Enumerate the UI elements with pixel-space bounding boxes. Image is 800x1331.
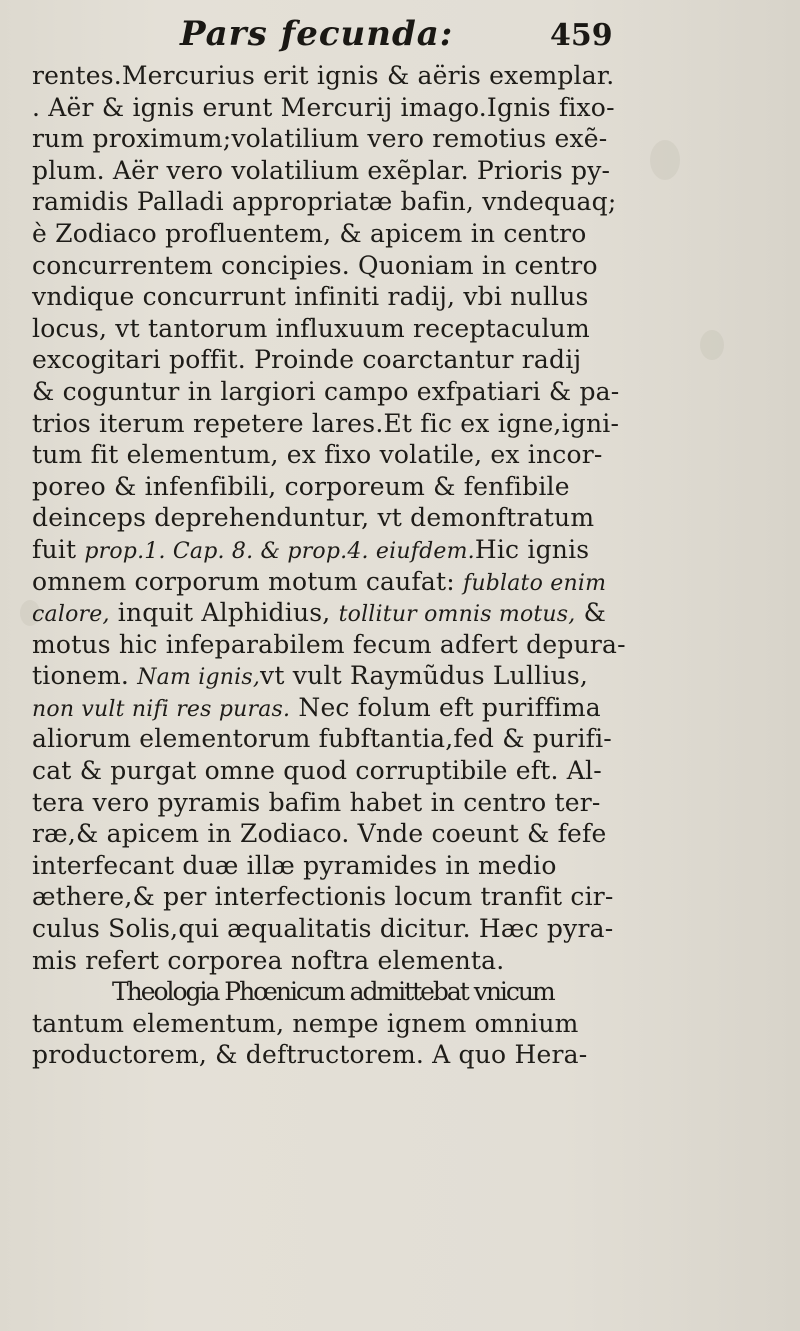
text-line	[32, 534, 652, 566]
text-segment: &	[575, 598, 607, 628]
text-line	[32, 471, 652, 503]
text-line	[32, 92, 652, 124]
text-line	[32, 186, 652, 218]
text-segment: concurrentem concipies. Quoniam in centro	[32, 250, 598, 280]
text-segment: tionem.	[32, 661, 138, 691]
text-line	[32, 850, 652, 882]
text-segment: vndique concurrunt infiniti radij, vbi nullus	[32, 282, 589, 312]
text-segment: tantum elementum, nempe ignem omnium	[32, 1008, 579, 1038]
text-segment: tera vero pyramis bafim habet in centro ter-	[32, 787, 601, 817]
paper-stain	[650, 140, 680, 180]
text-line	[32, 155, 652, 187]
running-header	[0, 14, 800, 66]
text-line	[32, 344, 652, 376]
text-line	[32, 439, 652, 471]
text-line	[32, 1039, 652, 1071]
text-segment: aliorum elementorum fubftantia,fed & purifi-	[32, 724, 612, 754]
italic-text: Nam ignis,	[137, 665, 261, 691]
page-number: 459	[550, 18, 613, 53]
text-segment: Theologia Phœnicum admittebat vnicum	[112, 977, 554, 1007]
italic-text: calore,	[32, 602, 110, 628]
text-segment: culus Solis,qui æqualitatis dicitur. Hæc pyra-	[32, 914, 614, 944]
text-segment: poreo & infenfibili, corporeum & fenfibile	[32, 471, 570, 501]
text-line	[32, 945, 652, 977]
text-line	[32, 376, 652, 408]
text-line	[32, 629, 652, 661]
italic-text: prop.1. Cap. 8. & prop.4. eiufdem.	[84, 538, 475, 564]
text-segment: excogitari poffit. Proinde coarctantur radij	[32, 345, 582, 375]
paper-stain	[700, 330, 724, 360]
text-segment: rentes.Mercurius erit ignis & aëris exemplar.	[32, 61, 615, 90]
text-line	[32, 818, 652, 850]
text-line	[32, 723, 652, 755]
text-line	[32, 755, 652, 787]
text-segment: & coguntur in largiori campo exfpatiari & pa-	[32, 376, 620, 406]
text-segment: tum fit elementum, ex fixo volatile, ex incor-	[32, 440, 603, 470]
text-line	[32, 913, 652, 945]
text-line	[32, 408, 652, 440]
text-line	[32, 976, 652, 1008]
text-line	[32, 502, 652, 534]
text-segment: cat & purgat omne quod corruptibile eft. Al-	[32, 756, 602, 786]
text-line	[32, 281, 652, 313]
text-line	[32, 692, 652, 724]
text-segment: fuit	[32, 534, 85, 564]
text-segment: motus hic infeparabilem fecum adfert depura-	[32, 629, 626, 659]
body-text	[32, 60, 652, 1071]
text-line	[32, 660, 652, 692]
text-line	[32, 597, 652, 629]
text-line	[32, 787, 652, 819]
text-segment: omnem corporum motum caufat:	[32, 566, 464, 596]
text-segment: Nec folum eft puriffima	[290, 692, 601, 722]
text-segment: vt vult Raymũdus Lullius,	[260, 661, 589, 691]
text-segment: ramidis Palladi appropriatæ bafin, vndequaq;	[32, 187, 617, 217]
text-segment: Hic ignis	[474, 534, 590, 564]
text-segment: locus, vt tantorum influxuum receptaculum	[32, 313, 590, 343]
text-segment: plum. Aër vero volatilium exẽplar. Prioris py-	[32, 155, 611, 185]
text-line	[32, 881, 652, 913]
text-segment: deinceps deprehenduntur, vt demonftratum	[32, 503, 595, 533]
text-segment: ræ,& apicem in Zodiaco. Vnde coeunt & fefe	[32, 819, 607, 849]
text-line	[32, 566, 652, 598]
text-segment: productorem, & deftructorem. A quo Hera-	[32, 1040, 588, 1070]
text-line	[32, 123, 652, 155]
text-segment: interfecant duæ illæ pyramides in medio	[32, 850, 557, 880]
text-line	[32, 313, 652, 345]
text-line	[32, 1008, 652, 1040]
italic-text: fublato enim	[463, 570, 607, 596]
text-line	[32, 60, 652, 92]
text-segment: trios iterum repetere lares.Et fic ex igne,igni-	[32, 408, 620, 438]
text-segment: . Aër & ignis erunt Mercurij imago.Ignis fixo-	[32, 92, 615, 122]
text-line	[32, 250, 652, 282]
italic-text: non vult nifi res puras.	[32, 696, 291, 722]
text-segment: rum proximum;volatilium vero remotius exẽ-	[32, 124, 608, 154]
text-segment: mis refert corporea noftra elementa.	[32, 945, 505, 975]
running-title: Pars fecunda:	[180, 14, 454, 54]
text-segment: inquit Alphidius,	[109, 598, 339, 628]
text-segment: è Zodiaco profluentem, & apicem in centro	[32, 218, 587, 248]
italic-text: tollitur omnis motus,	[338, 602, 576, 628]
text-line	[32, 218, 652, 250]
text-segment: æthere,& per interfectionis locum tranfit cir-	[32, 882, 614, 912]
